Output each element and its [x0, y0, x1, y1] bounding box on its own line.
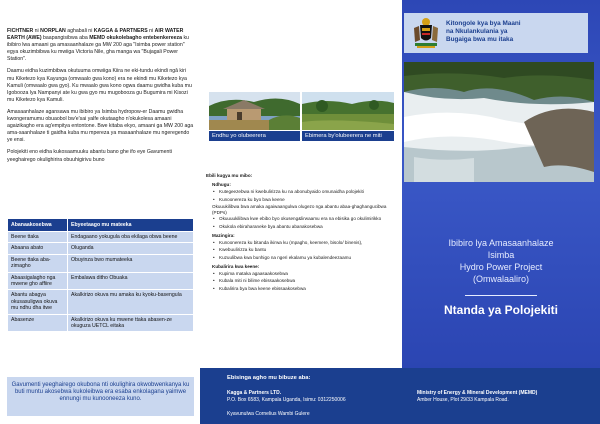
table-cell: Akalkirizo okuva ku mwene ttaka abasen-ze okuguza UETCL eitaka — [68, 314, 194, 332]
affected-persons-table — [7, 218, 194, 332]
project-subtitle-line: Isimba — [487, 250, 515, 260]
benefits-section — [206, 170, 396, 293]
table-row — [8, 254, 194, 272]
ndhugu-list — [213, 189, 396, 203]
project-subtitle-line: Hydro Power Project — [459, 262, 543, 272]
ministry-full-name: Ministry of Energy & Mineral Development (MEMD) — [417, 390, 538, 396]
table-cell: Abaana abato — [8, 243, 68, 254]
list-item: • Okuuuukilibwa kwe ebibo byo okuseng&lirwaamu era na ebisika go okulimirikko — [213, 216, 396, 222]
river-rapids-photo — [404, 62, 594, 182]
ministry-name — [446, 20, 586, 45]
mazingira-label: Mazingira: — [212, 232, 235, 238]
column-header-affected: Abanaakosebwa — [8, 219, 68, 232]
project-subtitle — [402, 237, 600, 285]
table-cell: Oluganda — [68, 243, 194, 254]
divider — [465, 295, 537, 296]
table-row — [8, 243, 194, 254]
contact-footer — [200, 368, 600, 424]
firm-name: NORPLAN — [40, 28, 66, 34]
table-cell: Abasenze — [8, 314, 68, 332]
list-item: • Kunoonereza ku bitanda ikirwa ku (mpagho, keemere, bisolo/ binenis), — [213, 240, 396, 246]
ndhugu-note: Okuuukilibwa bwa amaka agaiwaangulwa olugezo nga abantu abaa-ghaghangucibwa (PDPs) — [212, 204, 387, 215]
vegetation-photo — [302, 92, 394, 130]
intro-text: ku ibibiro lwa amaani ga amasaanhalaze ga MW 200 aga "Isimba power station" egya okuzimbibwa ku mwiiga Victoria Nile, gha manga wa "Bujagali Power Station". — [7, 35, 189, 63]
house-photo-caption: Endhu yo olubeerera — [209, 131, 300, 141]
column-header-requirements: Ebyeetaago mu mateeka — [68, 219, 194, 232]
intro-paragraph-4: Polojekiti eno eidha kukosaamuuku abantu bano ghe ifo eye Gavumenti yeeghairego okulighirira obuuhigirivu buno — [7, 149, 172, 163]
kubalirira-label: Kubalirira kwa keene: — [212, 263, 260, 269]
intro-text: baapangisibwa aba — [41, 35, 90, 42]
table-cell: Akalkirizo okuva mu amaka ku kyoku-basengula — [68, 290, 194, 314]
table-row — [8, 272, 194, 290]
footer-title: Ebisinga agho mu bibuze aba: — [227, 375, 311, 381]
intro-paragraph-3: Amasaanhalaze agansawa mu ibibiro ya Isimba hydropow-er Daamu gwidha kwongeramumu obuaobol bw'e'sai yalfe okutaagho n'okukolesa amaani agaizikagho era ag'empitya entontone. Bwe kitaba ekyo, amaani ga MW 200 aga ama-saanhalaze ti gaidha kuba mu mpereza ya masaanhalaze mu ngeregendo ye ensi. — [7, 108, 194, 144]
benefits-heading: Ebili kugya mu mibo: — [206, 173, 253, 178]
kubalirira-list — [213, 271, 396, 292]
table-cell: Abantu abagya okusasuligwa okuva mu ndhu dha itwe — [8, 290, 68, 314]
list-item: • Kuzuulibwa kwa bunhigo na ngeri ekalamu ya kubalendeezaamu — [213, 255, 396, 261]
list-item: • Okukola ebiraharaneke bya abantu abanakosebwa — [213, 224, 396, 230]
table-cell: Beene ttaka — [8, 232, 68, 243]
coat-of-arms-icon — [411, 16, 441, 50]
ndhugu-label: Ndhugu: — [212, 182, 231, 187]
list-item: • Kubala miti ni bilime ebissaakosebwa — [213, 278, 396, 284]
ministry-name-line: Bugaiga bwa mu itaka — [446, 36, 514, 44]
firm-name: FICHTNER — [7, 28, 34, 34]
project-subtitle-line: (Omwalaaliro) — [472, 274, 529, 284]
vegetation-photo-caption: Ebimera by'olubeerera ne miti — [302, 131, 394, 141]
page-title: Ntanda ya Polojekiti — [443, 303, 559, 317]
ministry-address — [417, 390, 537, 403]
ndhugu-list-2 — [213, 216, 396, 230]
intro-paragraph-1 — [7, 28, 194, 63]
table-header-row — [8, 219, 194, 232]
list-item: • Kunoonereza ku byo bwa keene — [213, 197, 396, 203]
list-item: • Kwebuulirizza ku bantu — [213, 247, 396, 253]
list-item: • Kutegeezebwa ni kwebulirizza ku na abonubyaido omunaidha polojekiti — [213, 189, 396, 195]
ministry-name-line: Kitongole kya bya Maani — [446, 20, 521, 27]
table-row — [8, 232, 194, 243]
ministry-name-line: na Nkulankulania ya — [446, 28, 508, 36]
ministry-street: Amber House, Plot 29/33 Kampala Road. — [417, 396, 509, 403]
table-cell: Embalawa ditho Obuaka — [68, 272, 194, 290]
table-cell: Obuyinza bwo mumateeka — [68, 254, 194, 272]
intro-text: ni — [33, 28, 41, 34]
table-cell: Endagaano yokugula oba ekilaga obwa beene — [68, 232, 194, 243]
translator-credit: Kyavunulwa Cornelius Wambi Gulere — [227, 411, 310, 417]
firm-name: KAGGA & PARTNERS — [93, 28, 148, 34]
mazingira-list — [213, 240, 396, 261]
firm-name: MEMD okukolebagho entebenkereeza — [89, 35, 183, 42]
project-subtitle-line: Ibibiro lya Amasaanhalaze — [448, 238, 554, 248]
list-item: • Kubalirira bya bwa keene ebissaakosebwa — [213, 286, 396, 292]
intro-panel — [0, 0, 200, 424]
table-cell: Abaasigalagho nga mwene gho affiire — [8, 272, 68, 290]
intro-paragraph-2: Daamu eidha kuzimbibwa okutuuma omwiiga Kiira ne eki-tundu ekindi ngâ kiri mu Kiketezo kya Kayunga (omwaalo gwa kono) era ne ekindi mu Kiketezo kya Kamuli (omwaalo gwa gyo). Ku mwaalo gwa kono ogwa daamu gwidha kuba mu Igobooza lya Nampanyi ate ku gwa gyo mu mugobooza gu Bugumira mi Kisozi mu Kiketezo kya Kamuli. — [7, 68, 192, 103]
intro-text: aghabali ni — [65, 28, 94, 34]
consultant-name: Kagga & Partners LTD. — [227, 390, 282, 396]
firm-name: AIR WATER EARTH (AWE) — [7, 28, 184, 42]
consultant-address — [227, 390, 346, 403]
table-row — [8, 290, 194, 314]
house-photo — [209, 92, 300, 130]
list-item: • Kupima mataka agaasaakosebwa — [213, 271, 396, 277]
table-row — [8, 314, 194, 332]
table-cell: Beene ttaka aba-zimagho — [8, 254, 68, 272]
intro-text: ni — [147, 28, 155, 34]
government-note: Gavumenti yeeghairego okubona nti okulighira okwobwenkanya ku buti muntu akosebwa kukoleibwa era esaba enkolagana yaimwe ennungi mu kunooneeza kuno. — [7, 377, 194, 416]
consultant-box: P.O. Box 6583, Kampala Uganda, Isimu: 0312250006 — [227, 396, 346, 403]
